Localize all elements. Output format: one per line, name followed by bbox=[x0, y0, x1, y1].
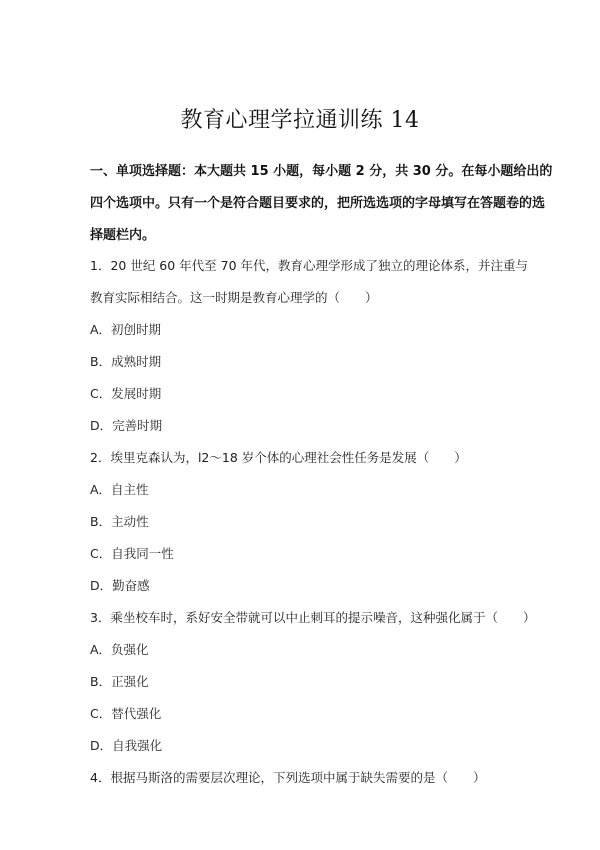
question-3 bbox=[90, 602, 536, 762]
option-b: B．正强化 bbox=[90, 674, 149, 689]
option-a: A．初创时期 bbox=[90, 322, 162, 337]
question-stem-line: 教育实际相结合。这一时期是教育心理学的（ ） bbox=[90, 290, 378, 305]
question-1 bbox=[90, 250, 530, 442]
question-stem-line: 2．埃里克森认为，l2～18 岁个体的心理社会性任务是发展（ ） bbox=[90, 450, 467, 465]
question-4 bbox=[90, 762, 530, 794]
option-a: A．负强化 bbox=[90, 642, 149, 657]
section-instructions bbox=[90, 156, 553, 252]
question-list bbox=[90, 250, 536, 794]
question-stem-line: 4．根据马斯洛的需要层次理论，下列选项中属于缺失需要的是（ ） bbox=[90, 770, 486, 785]
instruction-line: 四个选项中。只有一个是符合题目要求的，把所选选项的字母填写在答题卷的选 bbox=[90, 196, 546, 211]
option-d: D．勤奋感 bbox=[90, 578, 150, 593]
question-stem-line: 1．20 世纪 60 年代至 70 年代，教育心理学形成了独立的理论体系，并注重与 bbox=[90, 258, 529, 273]
option-a: A．自主性 bbox=[90, 482, 149, 497]
option-d: D．自我强化 bbox=[90, 738, 163, 753]
option-b: B．成熟时期 bbox=[90, 354, 162, 369]
option-c: C．替代强化 bbox=[90, 706, 162, 721]
question-2 bbox=[90, 442, 530, 602]
question-stem-line: 3．乘坐校车时，系好安全带就可以中止刺耳的提示噪音，这种强化属于（ ） bbox=[90, 610, 536, 625]
page-title: 教育心理学拉通训练 14 bbox=[180, 108, 420, 133]
option-c: C．自我同一性 bbox=[90, 546, 174, 561]
option-d: D．完善时期 bbox=[90, 418, 163, 433]
instruction-line: 择题栏内。 bbox=[90, 228, 156, 243]
instruction-line: 一、单项选择题：本大题共 15 小题，每小题 2 分，共 30 分。在每小题给出的 bbox=[90, 164, 553, 179]
option-b: B．主动性 bbox=[90, 514, 149, 529]
option-c: C．发展时期 bbox=[90, 386, 162, 401]
